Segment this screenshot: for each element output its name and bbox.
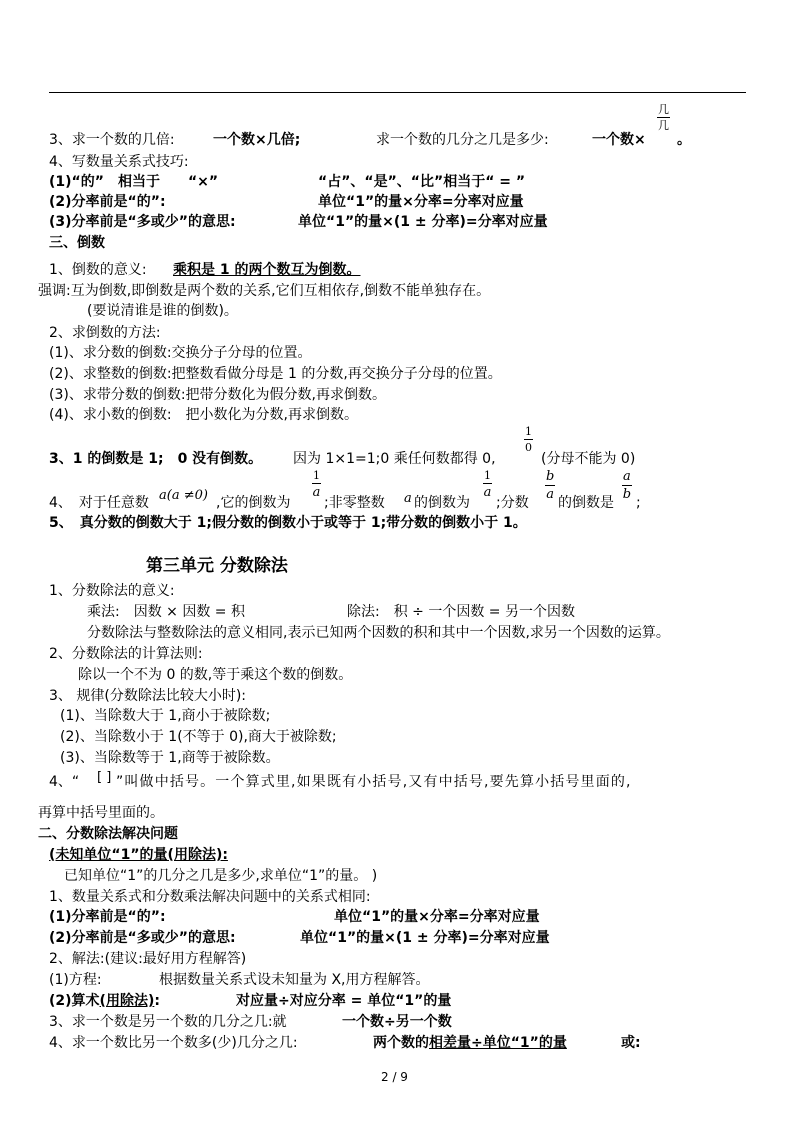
solution-label: 2、解法:(建议:最好用方程解答): [49, 951, 247, 967]
equation-text: 根据数量关系式设未知量为 X,用方程解答。: [159, 972, 430, 988]
relation-same-label: 1、数量关系式和分数乘法解决问题中的关系式相同:: [49, 889, 371, 905]
fraction-of-number-formula: 一个数×: [592, 132, 646, 148]
fraction-numerator: b: [546, 469, 555, 484]
any-number-condition: a(a ≠0): [159, 488, 208, 503]
division-def: 除法: 积 ÷ 一个因数 = 另一个因数: [347, 604, 575, 620]
reciprocal-of-one: 3、1 的倒数是 1; 0 没有倒数。: [49, 451, 263, 467]
fraction-one-over-a-2: [483, 470, 492, 499]
fraction-ji-over-ji: [657, 104, 670, 131]
emphasis-line: 强调:互为倒数,即倒数是两个数的关系,它们互相依存,倒数不能单独存在。: [38, 283, 491, 299]
arithmetic-label: [49, 994, 160, 1008]
relation-2-left: (2)分率前是“多或少”的意思:: [49, 930, 236, 946]
colon: :: [154, 993, 160, 1009]
line-3-multiple: 3、求一个数的几倍:: [49, 132, 175, 148]
fraction-text: ;分数: [496, 495, 529, 511]
fraction-b-over-a: [545, 470, 555, 501]
fraction-numerator: 1: [484, 469, 491, 482]
tip-1-left: (1)“的” 相当于 “×”: [49, 174, 219, 190]
any-number-label: 4、 对于任意数: [49, 495, 149, 511]
relation-1-right: 单位“1”的量×分率=分率对应量: [334, 909, 540, 925]
fraction-denominator: b: [622, 487, 632, 502]
method-decimal: (4)、求小数的倒数: 把小数化为分数,再求倒数。: [49, 407, 358, 423]
fraction-denominator: a: [483, 485, 492, 500]
tip-3-right: 单位“1”的量×(1 ± 分率)=分率对应量: [298, 214, 548, 230]
pattern-label: 3、 规律(分数除法比较大小时):: [49, 688, 246, 704]
division-meaning-label: 1、分数除法的意义:: [49, 583, 175, 599]
fraction-denominator: a: [312, 485, 321, 500]
semicolon: ;: [636, 495, 641, 511]
reciprocal-methods-label: 2、求倒数的方法:: [49, 325, 161, 341]
or-text: 或:: [621, 1035, 641, 1051]
divide-unit-one: ÷单位“1”的量: [471, 1035, 567, 1051]
fraction-of-another-formula: 一个数÷另一个数: [342, 1014, 452, 1030]
bracket-line-start: 4、“: [49, 774, 80, 790]
tip-2-left: (2)分率前是“的”:: [49, 194, 166, 210]
division-meaning-text: 分数除法与整数除法的意义相同,表示已知两个因数的积和其中一个因数,求另一个因数的运算。: [87, 625, 670, 641]
fraction-of-another-text: 3、求一个数是另一个数的几分之几:就: [49, 1014, 287, 1030]
more-less-formula: [373, 1036, 567, 1050]
reciprocal-of-text: 的倒数为: [414, 495, 470, 511]
fraction-denominator: 几: [658, 119, 669, 132]
pattern-3: (3)、当除数等于 1,商等于被除数。: [60, 750, 280, 766]
reciprocal-meaning-label: 1、倒数的意义:: [49, 262, 147, 278]
header-rule: [49, 92, 746, 93]
section-reciprocal-heading: 三、倒数: [49, 235, 105, 251]
variable-a: a: [404, 491, 412, 506]
fraction-denominator: 0: [525, 441, 532, 454]
bracket-line-end: 再算中括号里面的。: [38, 805, 164, 821]
period: 。: [677, 132, 691, 148]
fraction-denominator: a: [546, 487, 555, 502]
division-rule-text: 除以一个不为 0 的数,等于乘这个数的倒数。: [78, 667, 353, 683]
use-division-note: (用除法): [99, 993, 155, 1009]
unknown-unit-text: 已知单位“1”的几分之几是多少,求单位“1”的量。 ): [64, 868, 378, 884]
fraction-numerator: 几: [658, 103, 669, 116]
emphasis-note: (要说清谁是谁的倒数)。: [87, 303, 238, 319]
fraction-numerator: a: [623, 469, 631, 484]
tip-2-right: 单位“1”的量×分率=分率对应量: [318, 194, 524, 210]
nonzero-integer-text: ;非零整数: [324, 495, 385, 511]
fraction-one-over-zero: [524, 426, 533, 453]
division-rule-label: 2、分数除法的计算法则:: [49, 646, 203, 662]
method-mixed: (3)、求带分数的倒数:把带分数化为假分数,再求倒数。: [49, 387, 386, 403]
proper-improper-rule: 5、 真分数的倒数大于 1;假分数的倒数小于或等于 1;带分数的倒数小于 1。: [49, 515, 527, 531]
tip-3-left: (3)分率前是“多或少”的意思:: [49, 214, 236, 230]
two-numbers-text: 两个数的: [373, 1035, 429, 1051]
reciprocal-is-text-2: 的倒数是: [558, 495, 614, 511]
bracket-line-text: ”叫做中括号。一个算式里,如果既有小括号,又有中括号,要先算小括号里面的,: [116, 774, 632, 790]
multiplication-def: 乘法: 因数 × 因数 = 积: [87, 604, 245, 620]
arithmetic-word: (2)算术: [49, 993, 100, 1009]
unit-title: 第三单元 分数除法: [146, 556, 288, 576]
arithmetic-formula: 对应量÷对应分率 = 单位“1”的量: [236, 993, 452, 1009]
reciprocal-meaning-definition: 乘积是 1 的两个数互为倒数。: [173, 262, 361, 278]
method-fraction: (1)、求分数的倒数:交换分子分母的位置。: [49, 345, 312, 361]
tip-1-right: “占”、“是”、“比”相当于“ = ”: [318, 174, 526, 190]
reciprocal-reason: 因为 1×1=1;0 乘任何数都得 0,: [293, 451, 496, 467]
fraction-numerator: 1: [525, 425, 532, 438]
fraction-one-over-a: [312, 470, 321, 499]
method-integer: (2)、求整数的倒数:把整数看做分母是 1 的分数,再交换分子分母的位置。: [49, 366, 502, 382]
pattern-1: (1)、当除数大于 1,商小于被除数;: [60, 708, 271, 724]
equation-label: (1)方程:: [49, 972, 102, 988]
denominator-note: (分母不能为 0): [541, 451, 636, 467]
unknown-unit-heading: (未知单位“1”的量(用除法):: [49, 847, 228, 863]
line-4-tips: 4、写数量关系式技巧:: [49, 154, 189, 170]
reciprocal-is-text: ,它的倒数为: [216, 495, 291, 511]
fraction-of-number-text: 求一个数的几分之几是多少:: [376, 132, 549, 148]
pattern-2: (2)、当除数小于 1(不等于 0),商大于被除数;: [60, 729, 337, 745]
difference-amount: 相差量: [429, 1035, 471, 1051]
relation-1-left: (1)分率前是“的”:: [49, 909, 166, 925]
relation-2-right: 单位“1”的量×(1 ± 分率)=分率对应量: [300, 930, 550, 946]
fraction-numerator: 1: [313, 469, 320, 482]
square-bracket-symbol: [ ]: [97, 770, 112, 785]
fraction-a-over-b: [622, 470, 632, 501]
page-number: 2 / 9: [381, 1070, 408, 1084]
multiple-formula: 一个数×几倍;: [213, 132, 301, 148]
more-less-fraction-text: 4、求一个数比另一个数多(少)几分之几:: [49, 1035, 298, 1051]
section-division-problems-heading: 二、分数除法解决问题: [38, 826, 178, 842]
